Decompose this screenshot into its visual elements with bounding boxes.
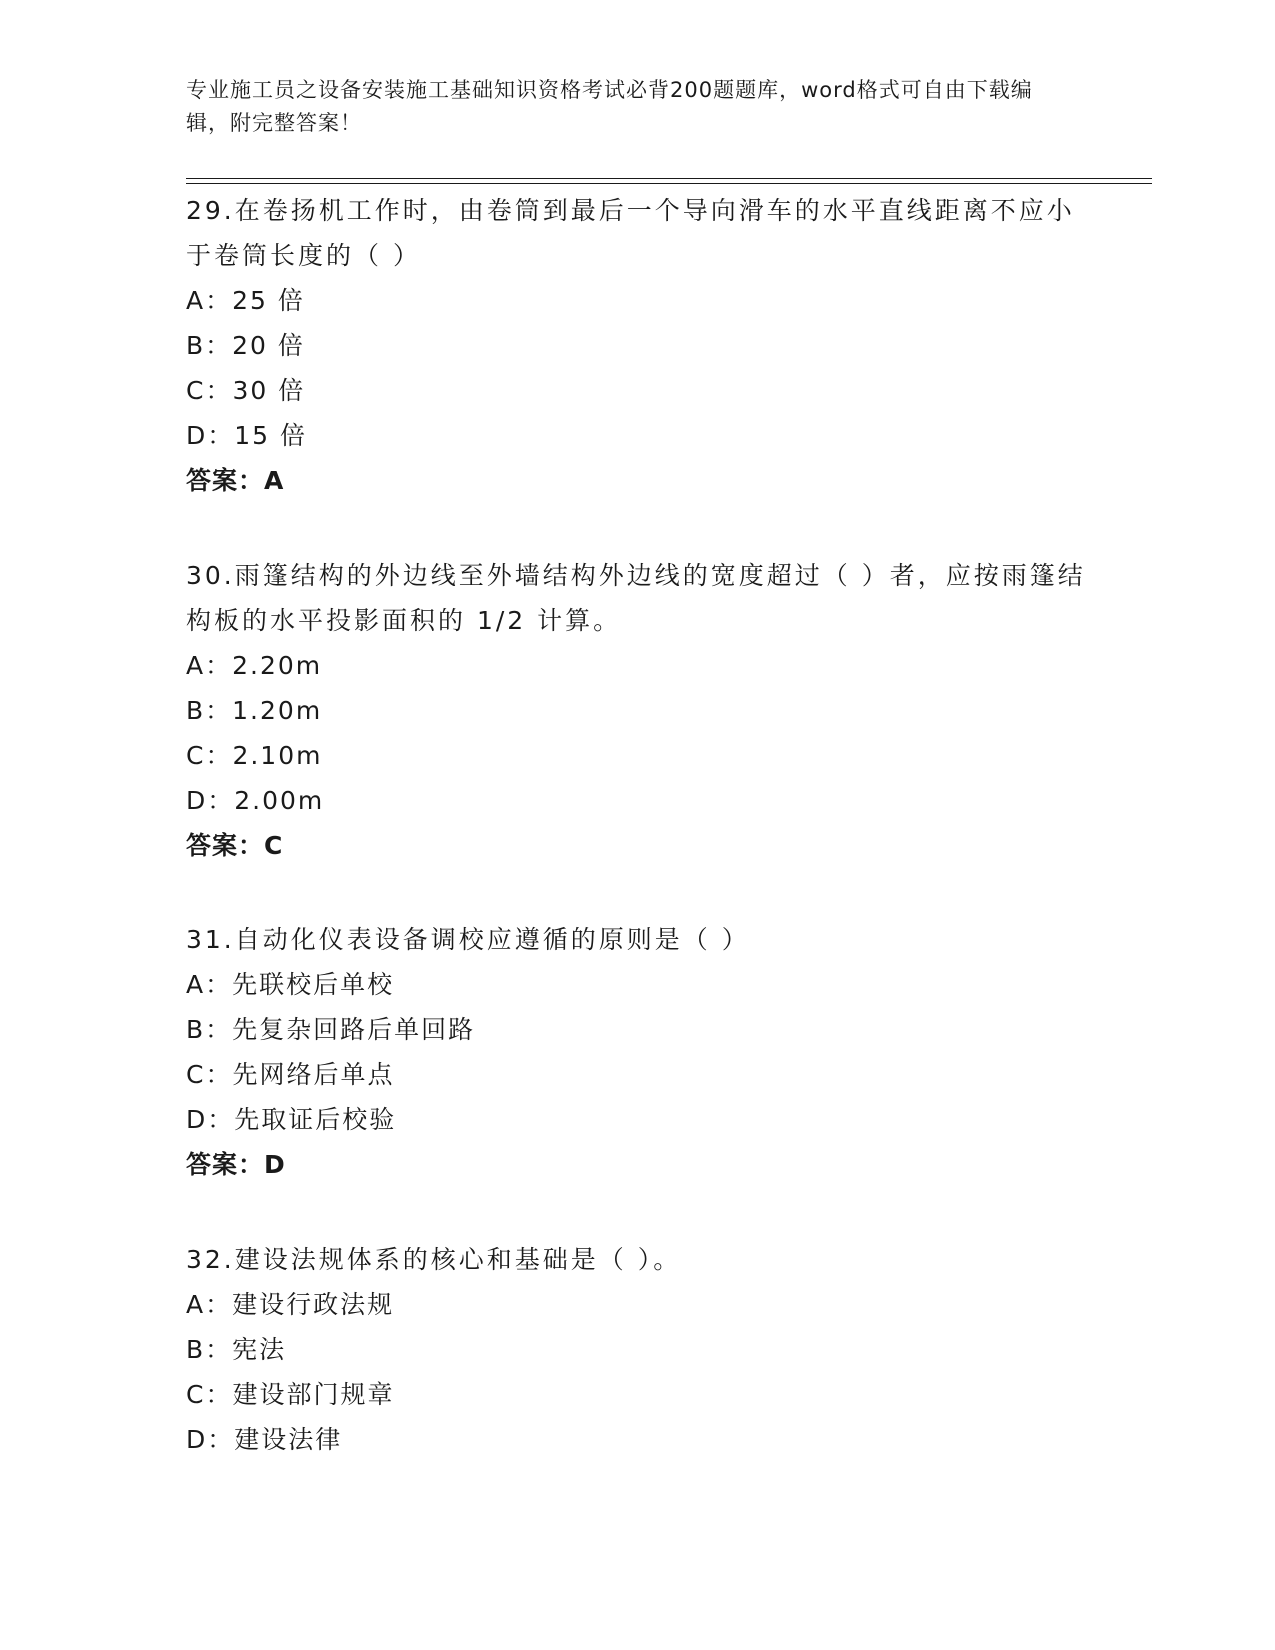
header-divider-bottom: [186, 183, 1152, 184]
question-stem: 30.雨篷结构的外边线至外墙结构外边线的宽度超过（ ）者，应按雨篷结构板的水平投影面积的 1/2 计算。: [186, 561, 1086, 635]
option-d: D：先取证后校验: [186, 1105, 397, 1134]
option-a: A：2.20m: [186, 651, 323, 680]
question-stem: 31.自动化仪表设备调校应遵循的原则是（ ）: [186, 925, 750, 954]
document-header: 专业施工员之设备安装施工基础知识资格考试必背200题题库，word格式可自由下载编辑，附完整答案！: [186, 78, 1033, 135]
question-stem: 29.在卷扬机工作时，由卷筒到最后一个导向滑车的水平直线距离不应小于卷筒长度的（ ）: [186, 196, 1075, 270]
option-d: D：2.00m: [186, 786, 325, 815]
question-32: [186, 1237, 1086, 1462]
header-divider-top: [186, 178, 1152, 179]
option-a: A：先联校后单校: [186, 970, 395, 999]
answer-label: 答案：D: [186, 1150, 286, 1179]
option-c: C：先网络后单点: [186, 1060, 395, 1089]
option-b: B：先复杂回路后单回路: [186, 1015, 476, 1044]
option-c: C：建设部门规章: [186, 1380, 395, 1409]
answer-label: 答案：A: [186, 466, 285, 495]
option-c: C：2.10m: [186, 741, 323, 770]
option-b: B：宪法: [186, 1335, 287, 1364]
option-a: A：25 倍: [186, 286, 305, 315]
option-b: B：1.20m: [186, 696, 323, 725]
option-c: C：30 倍: [186, 376, 306, 405]
question-30: [186, 553, 1086, 868]
option-d: D：15 倍: [186, 421, 308, 450]
option-a: A：建设行政法规: [186, 1290, 395, 1319]
option-b: B：20 倍: [186, 331, 305, 360]
answer-label: 答案：C: [186, 831, 284, 860]
question-stem: 32.建设法规体系的核心和基础是（ ）。: [186, 1245, 682, 1274]
question-29: [186, 188, 1086, 503]
question-31: [186, 917, 1086, 1187]
option-d: D：建设法律: [186, 1425, 343, 1454]
